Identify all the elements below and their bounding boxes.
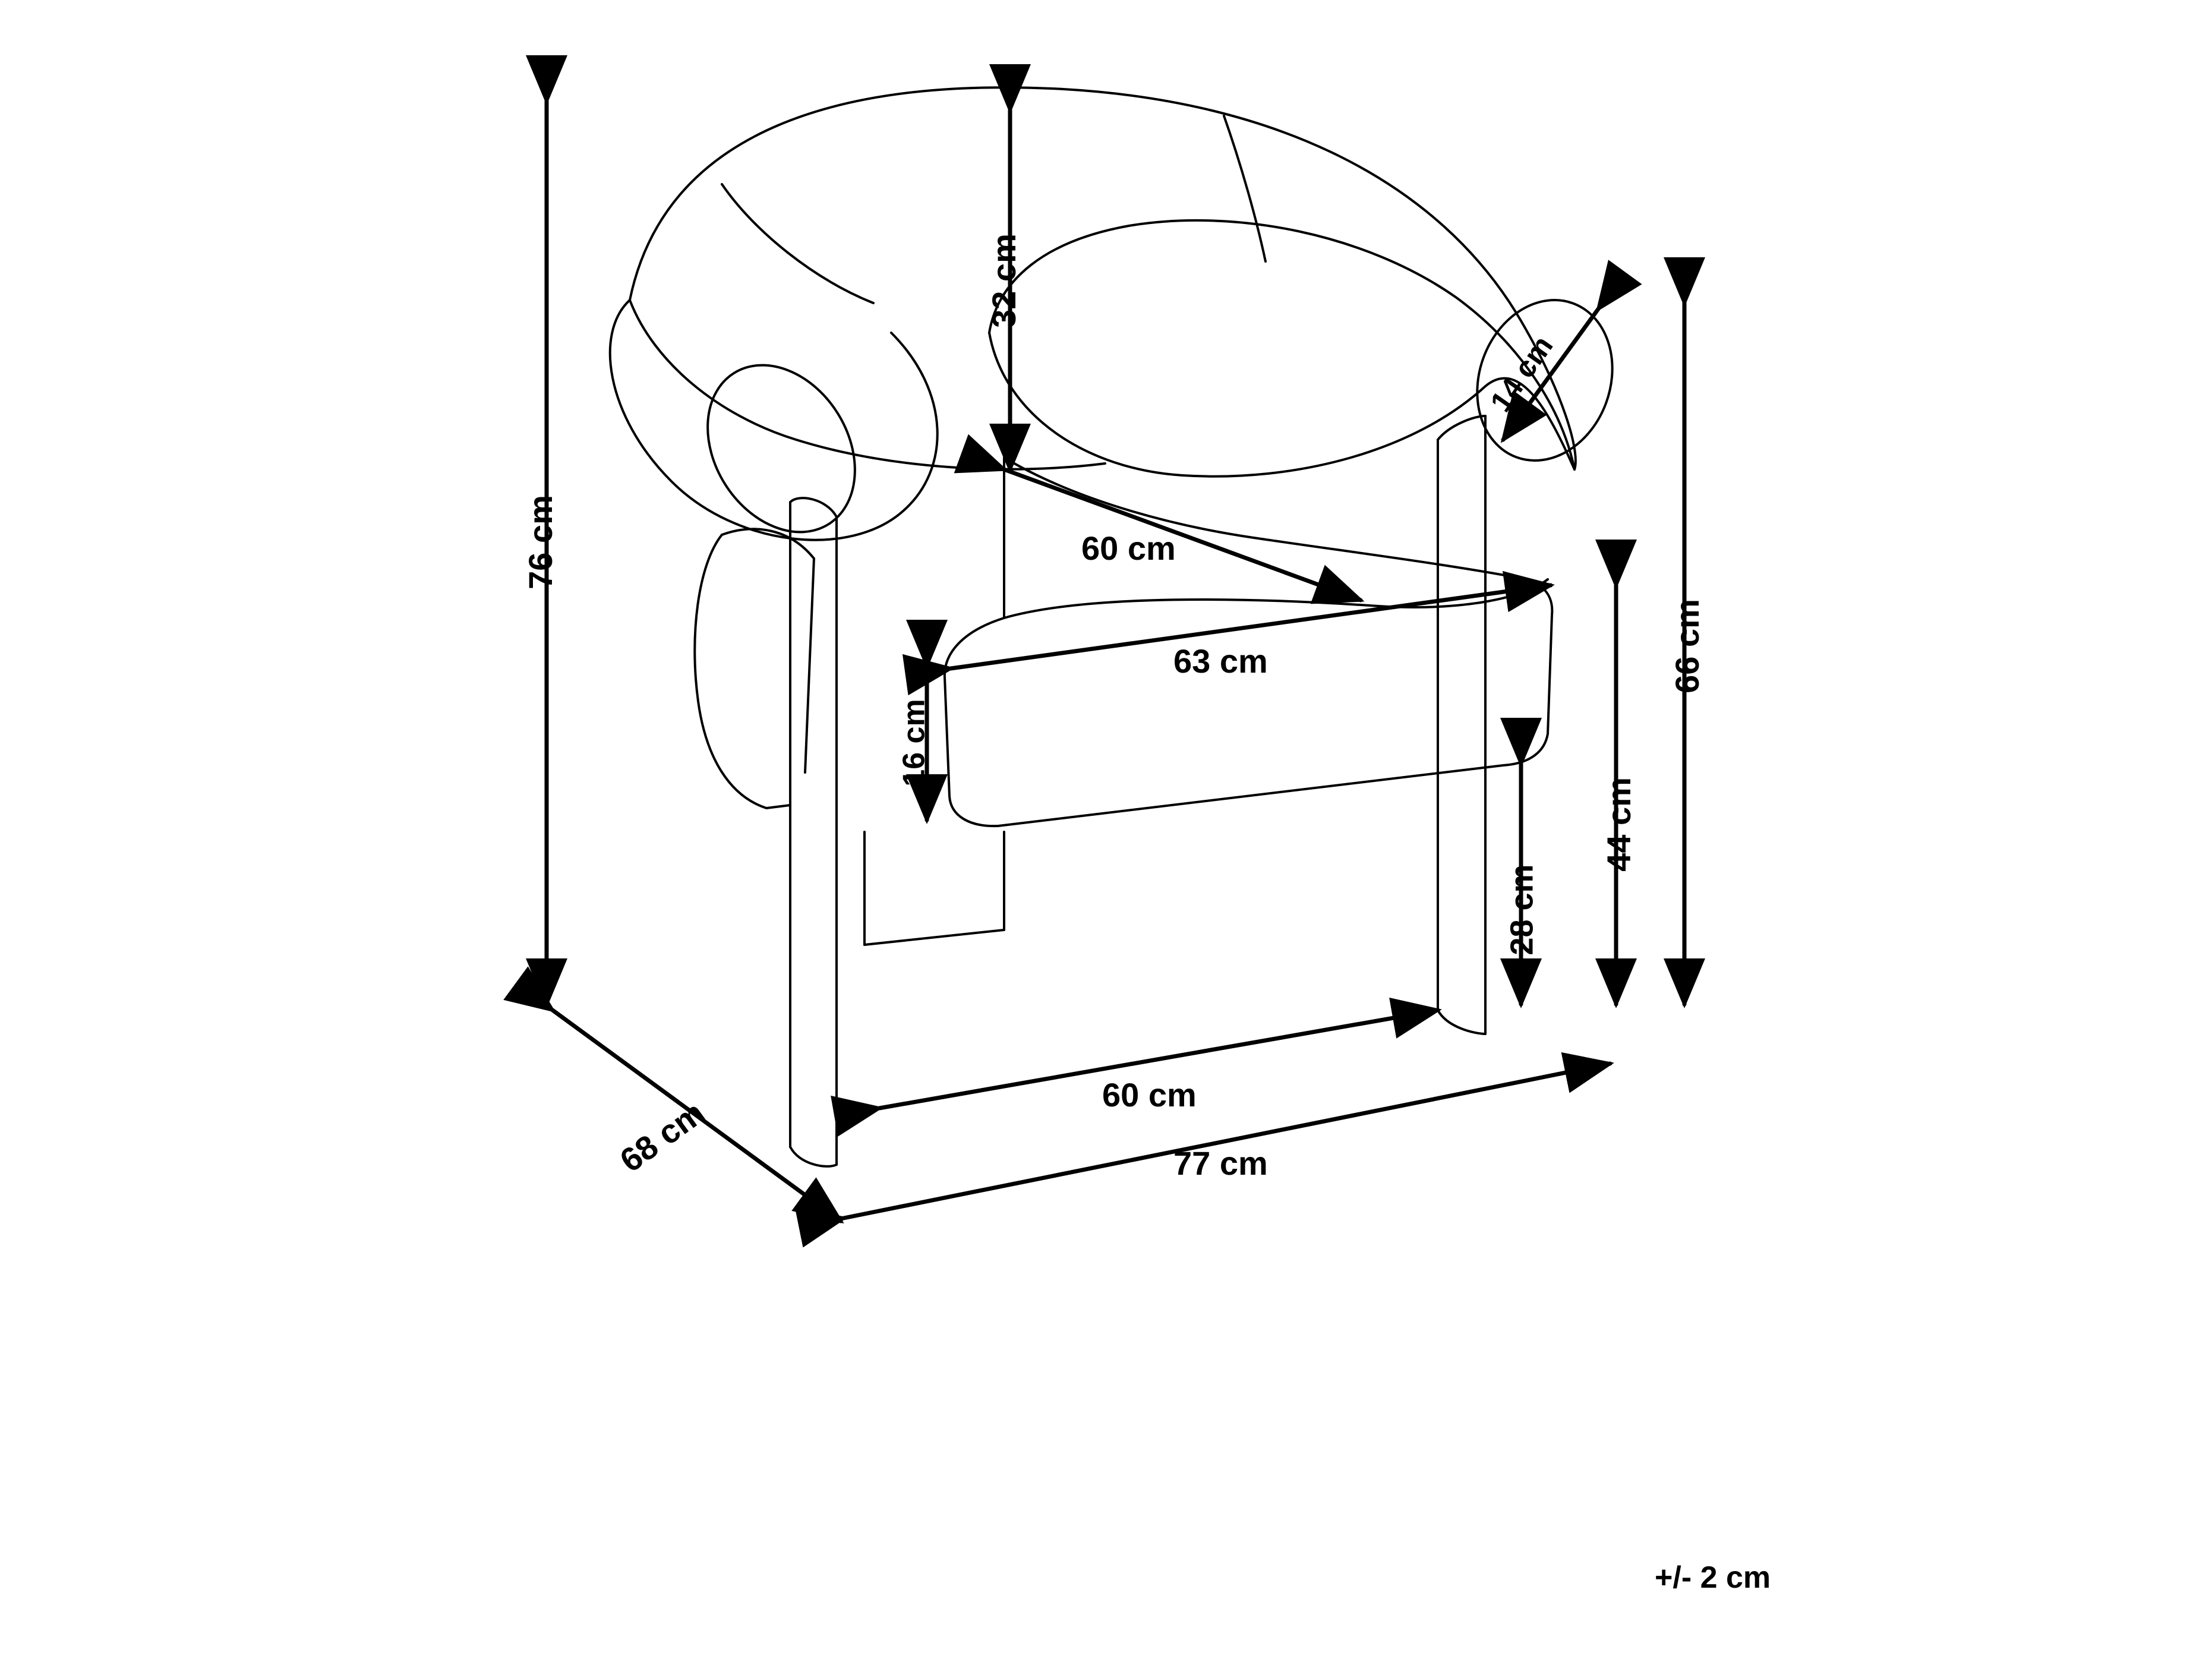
left-side-cushion-outline <box>695 529 814 808</box>
backrest-bolster-outline <box>610 87 1634 559</box>
dim-line-60-depth <box>1004 469 1361 600</box>
dim-label-60-depth: 60 cm <box>1081 529 1176 567</box>
dim-label-44: 44 cm <box>1599 777 1637 872</box>
dim-label-28: 28 cm <box>1504 864 1540 955</box>
dim-label-14: 14 cm <box>1484 329 1560 418</box>
dim-label-16: 16 cm <box>897 699 932 787</box>
dim-label-76: 76 cm <box>521 495 559 589</box>
dim-label-60-width: 60 cm <box>1102 1076 1197 1114</box>
rear-left-leg <box>864 832 1004 945</box>
dim-label-68: 68 cm <box>613 1093 712 1179</box>
dim-label-66: 66 cm <box>1668 599 1706 693</box>
dim-label-32: 32 cm <box>984 234 1023 328</box>
dim-line-77 <box>844 1064 1610 1218</box>
dim-label-77: 77 cm <box>1173 1144 1268 1182</box>
right-leg <box>1438 416 1485 1034</box>
tolerance-note: +/- 2 cm <box>1655 1560 1771 1595</box>
dim-label-63: 63 cm <box>1173 642 1268 680</box>
